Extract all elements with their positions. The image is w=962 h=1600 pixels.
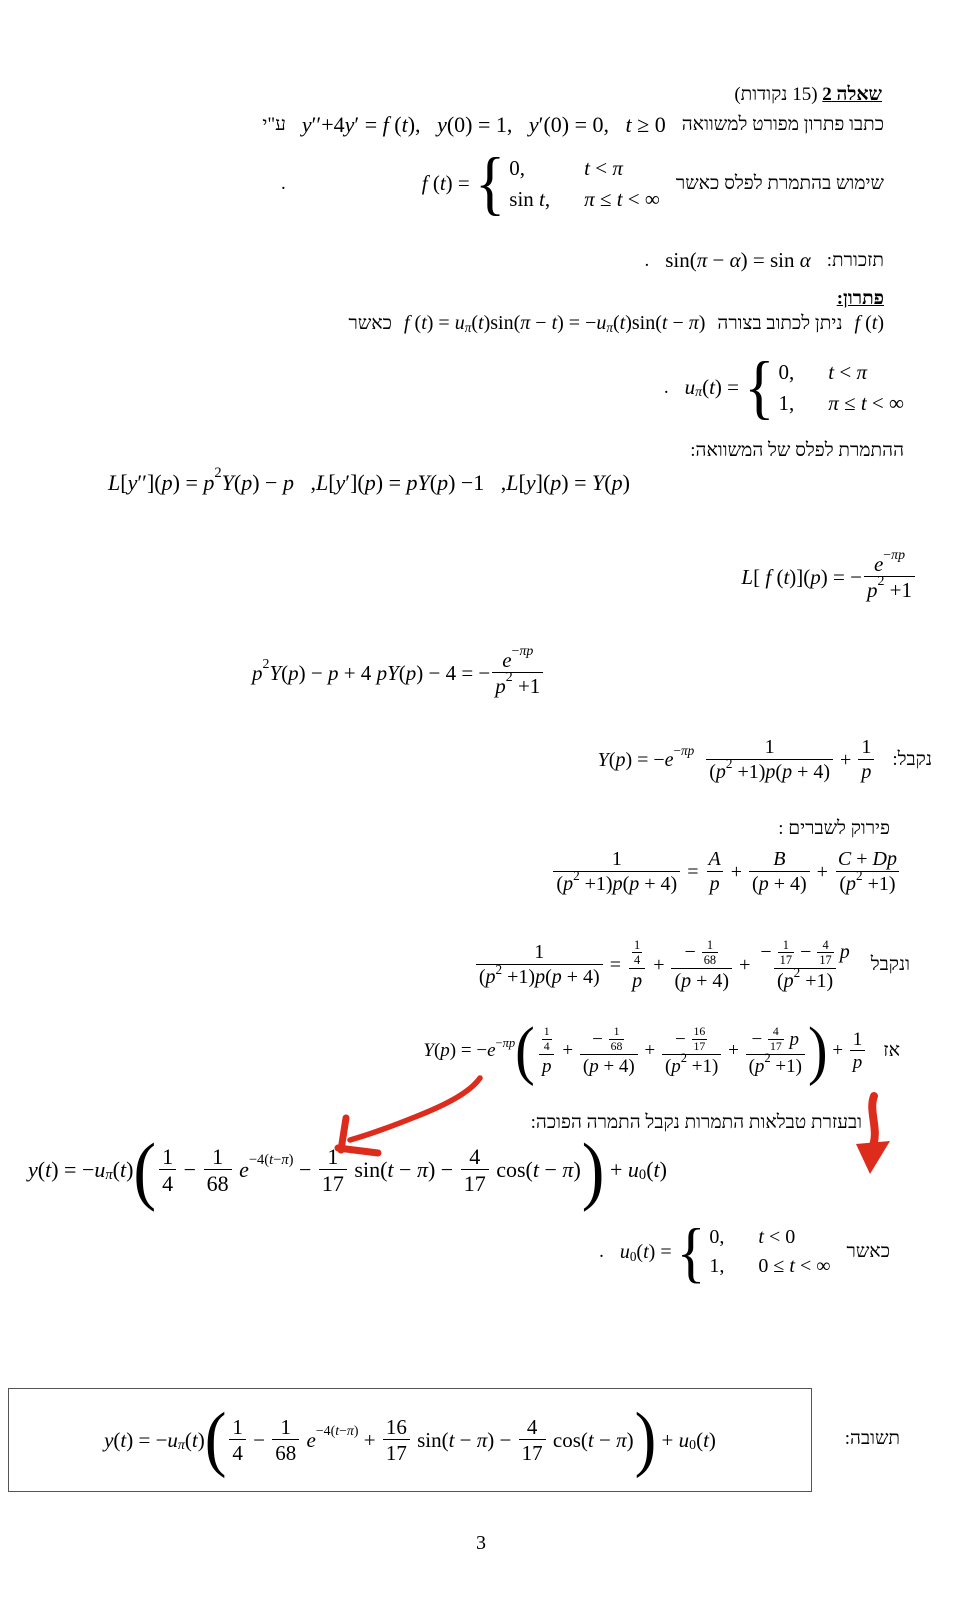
partial-fractions-label: פירוק לשברים :: [778, 818, 890, 839]
algebraic-equation: p 2 Y ( p ) − p + 4 pY ( p ) − 4 = − e −πp p 2 +1: [252, 648, 545, 698]
f-definition-line: [280, 143, 884, 223]
sentence-period: .: [663, 376, 669, 398]
answer-label: תשובה:: [844, 1428, 900, 1449]
laplace-of-f-equation: L [ f ( t )]( p ) = − e −πp p 2 +1: [741, 552, 917, 602]
partial-fraction-result-line: [474, 938, 910, 993]
final-answer-equation: y ( t ) = − u π ( t ) ( $\frac{1}{4}$ − $\frac{1}{68}$ e −4(t−π) + $\frac{16}{17}$ sin ( t − π ) − $\frac{4}{17}$ cos ( t − π ) ) + u 0 ( t ): [104, 1399, 716, 1480]
solution-heading: פתרון:: [836, 288, 884, 309]
and-we-get-label: ונקבל: [870, 954, 910, 976]
f-piecewise: f ( t ) = { 0, t < π sin t , π ≤ t < ∞: [421, 143, 660, 223]
where-text: כאשר: [348, 312, 392, 334]
partial-fraction-setup: 1 ( p 2 +1) p ( p + 4) = $\frac{A}{p}$ + B ( p + 4) + C + Dp ( p 2 +1): [551, 848, 902, 896]
reminder-identity: sin ( π − α ) = sin α: [665, 248, 811, 272]
f-rewrite-equation: f ( t ) = u π ( t ) sin ( π − t ) = − u π ( t ) sin ( t − π ): [403, 312, 706, 336]
f-of-t-inline: f ( t ): [854, 312, 884, 334]
page-number: 3: [476, 1532, 486, 1554]
reminder-label: תזכורת:: [826, 249, 884, 271]
laplace-of-f-line: [741, 547, 917, 603]
y-p-equation: Y ( p ) = − e −πp 1 ( p 2 +1) p ( p + 4) + $\frac{1}{p}$: [598, 736, 877, 784]
u0-piecewise: u 0 ( t ) = { 0, t < 0 1, 0 ≤ t < ∞: [619, 1215, 831, 1289]
where-text-2: כאשר: [846, 1241, 890, 1262]
u0-definition-line: [599, 1215, 890, 1289]
laplace-of-equation-label: ההתמרת לפלס של המשוואה:: [690, 440, 904, 461]
red-arrow-short: [856, 1096, 890, 1174]
u-pi-definition-line: [663, 347, 904, 427]
ode-equation: y ′′+4 y ′ = f ( t ), y (0) = 1, y ′(0) = 0, t ≥ 0: [301, 112, 666, 137]
using-tables-text: ובעזרת טבלאות התמרות נקבל התמרה הפוכה:: [530, 1112, 862, 1133]
partial-fraction-setup-line: [551, 848, 902, 896]
we-get-label: נקבל:: [892, 749, 932, 770]
question-points: (15 נקודות): [734, 84, 823, 105]
sentence-period: .: [644, 249, 650, 271]
sentence-period: .: [599, 1241, 604, 1262]
y-t-line: [28, 1127, 667, 1213]
reminder-line: [644, 248, 884, 273]
intro-text-left: ע"י: [262, 114, 286, 135]
y-p-expanded-line: [423, 1013, 900, 1087]
laplace-transforms-line: [108, 465, 630, 496]
algebraic-line: [252, 643, 545, 699]
sentence-period: .: [280, 172, 286, 194]
intro-line: [262, 112, 884, 138]
y-p-expanded-equation: Y ( p ) = − e −πp ( $\frac{\frac{1}{4}}{p}$ + − $\frac{1}{68}$ ( p + 4) + − $\frac{16}{17}$ ( p 2 +1) + − $\frac{4}{17}$ p ( p 2 +1) ) + $\frac{1}{p}$: [423, 1022, 867, 1081]
answer-box: [8, 1388, 812, 1492]
laplace-transforms-equation: L [ y ′′]( p ) = p 2 Y ( p ) − p , L [ y ′]( p ) = pY ( p ) −1 , L [ y ]( p ) = Y ( p ): [108, 465, 630, 495]
can-write-text: ניתן לכתוב בצורה: [717, 312, 843, 334]
use-laplace-text: שימוש בהתמרת לפלס כאשר: [675, 172, 884, 194]
y-t-equation: y ( t ) = − u π ( t ) ( $\frac{1}{4}$ − $\frac{1}{68}$ e −4(t−π) − $\frac{1}{17}$ sin ( t − π ) − $\frac{4}{17}$ cos ( t − π ) ) + u 0 ( t ): [28, 1127, 667, 1213]
partial-fraction-result: 1 ( p 2 +1) p ( p + 4) = $\frac{\frac{1}{4}}{p}$ + − $\frac{1}{68}$ ( p + 4) + − $\frac{1}{17}$ − $\frac{4}{17}$ p ( p 2 +1): [474, 938, 855, 993]
question-title: שאלה 2: [822, 84, 882, 105]
question-header: [734, 84, 882, 106]
u-pi-piecewise: u π ( t ) = { 0, t < π 1, π ≤ t < ∞: [684, 347, 904, 427]
intro-text-right: כתבו פתרון מפורט למשוואה: [681, 114, 884, 135]
f-rewrite-line: [348, 312, 884, 335]
y-p-line: [598, 736, 932, 784]
then-label: אז: [883, 1040, 900, 1062]
